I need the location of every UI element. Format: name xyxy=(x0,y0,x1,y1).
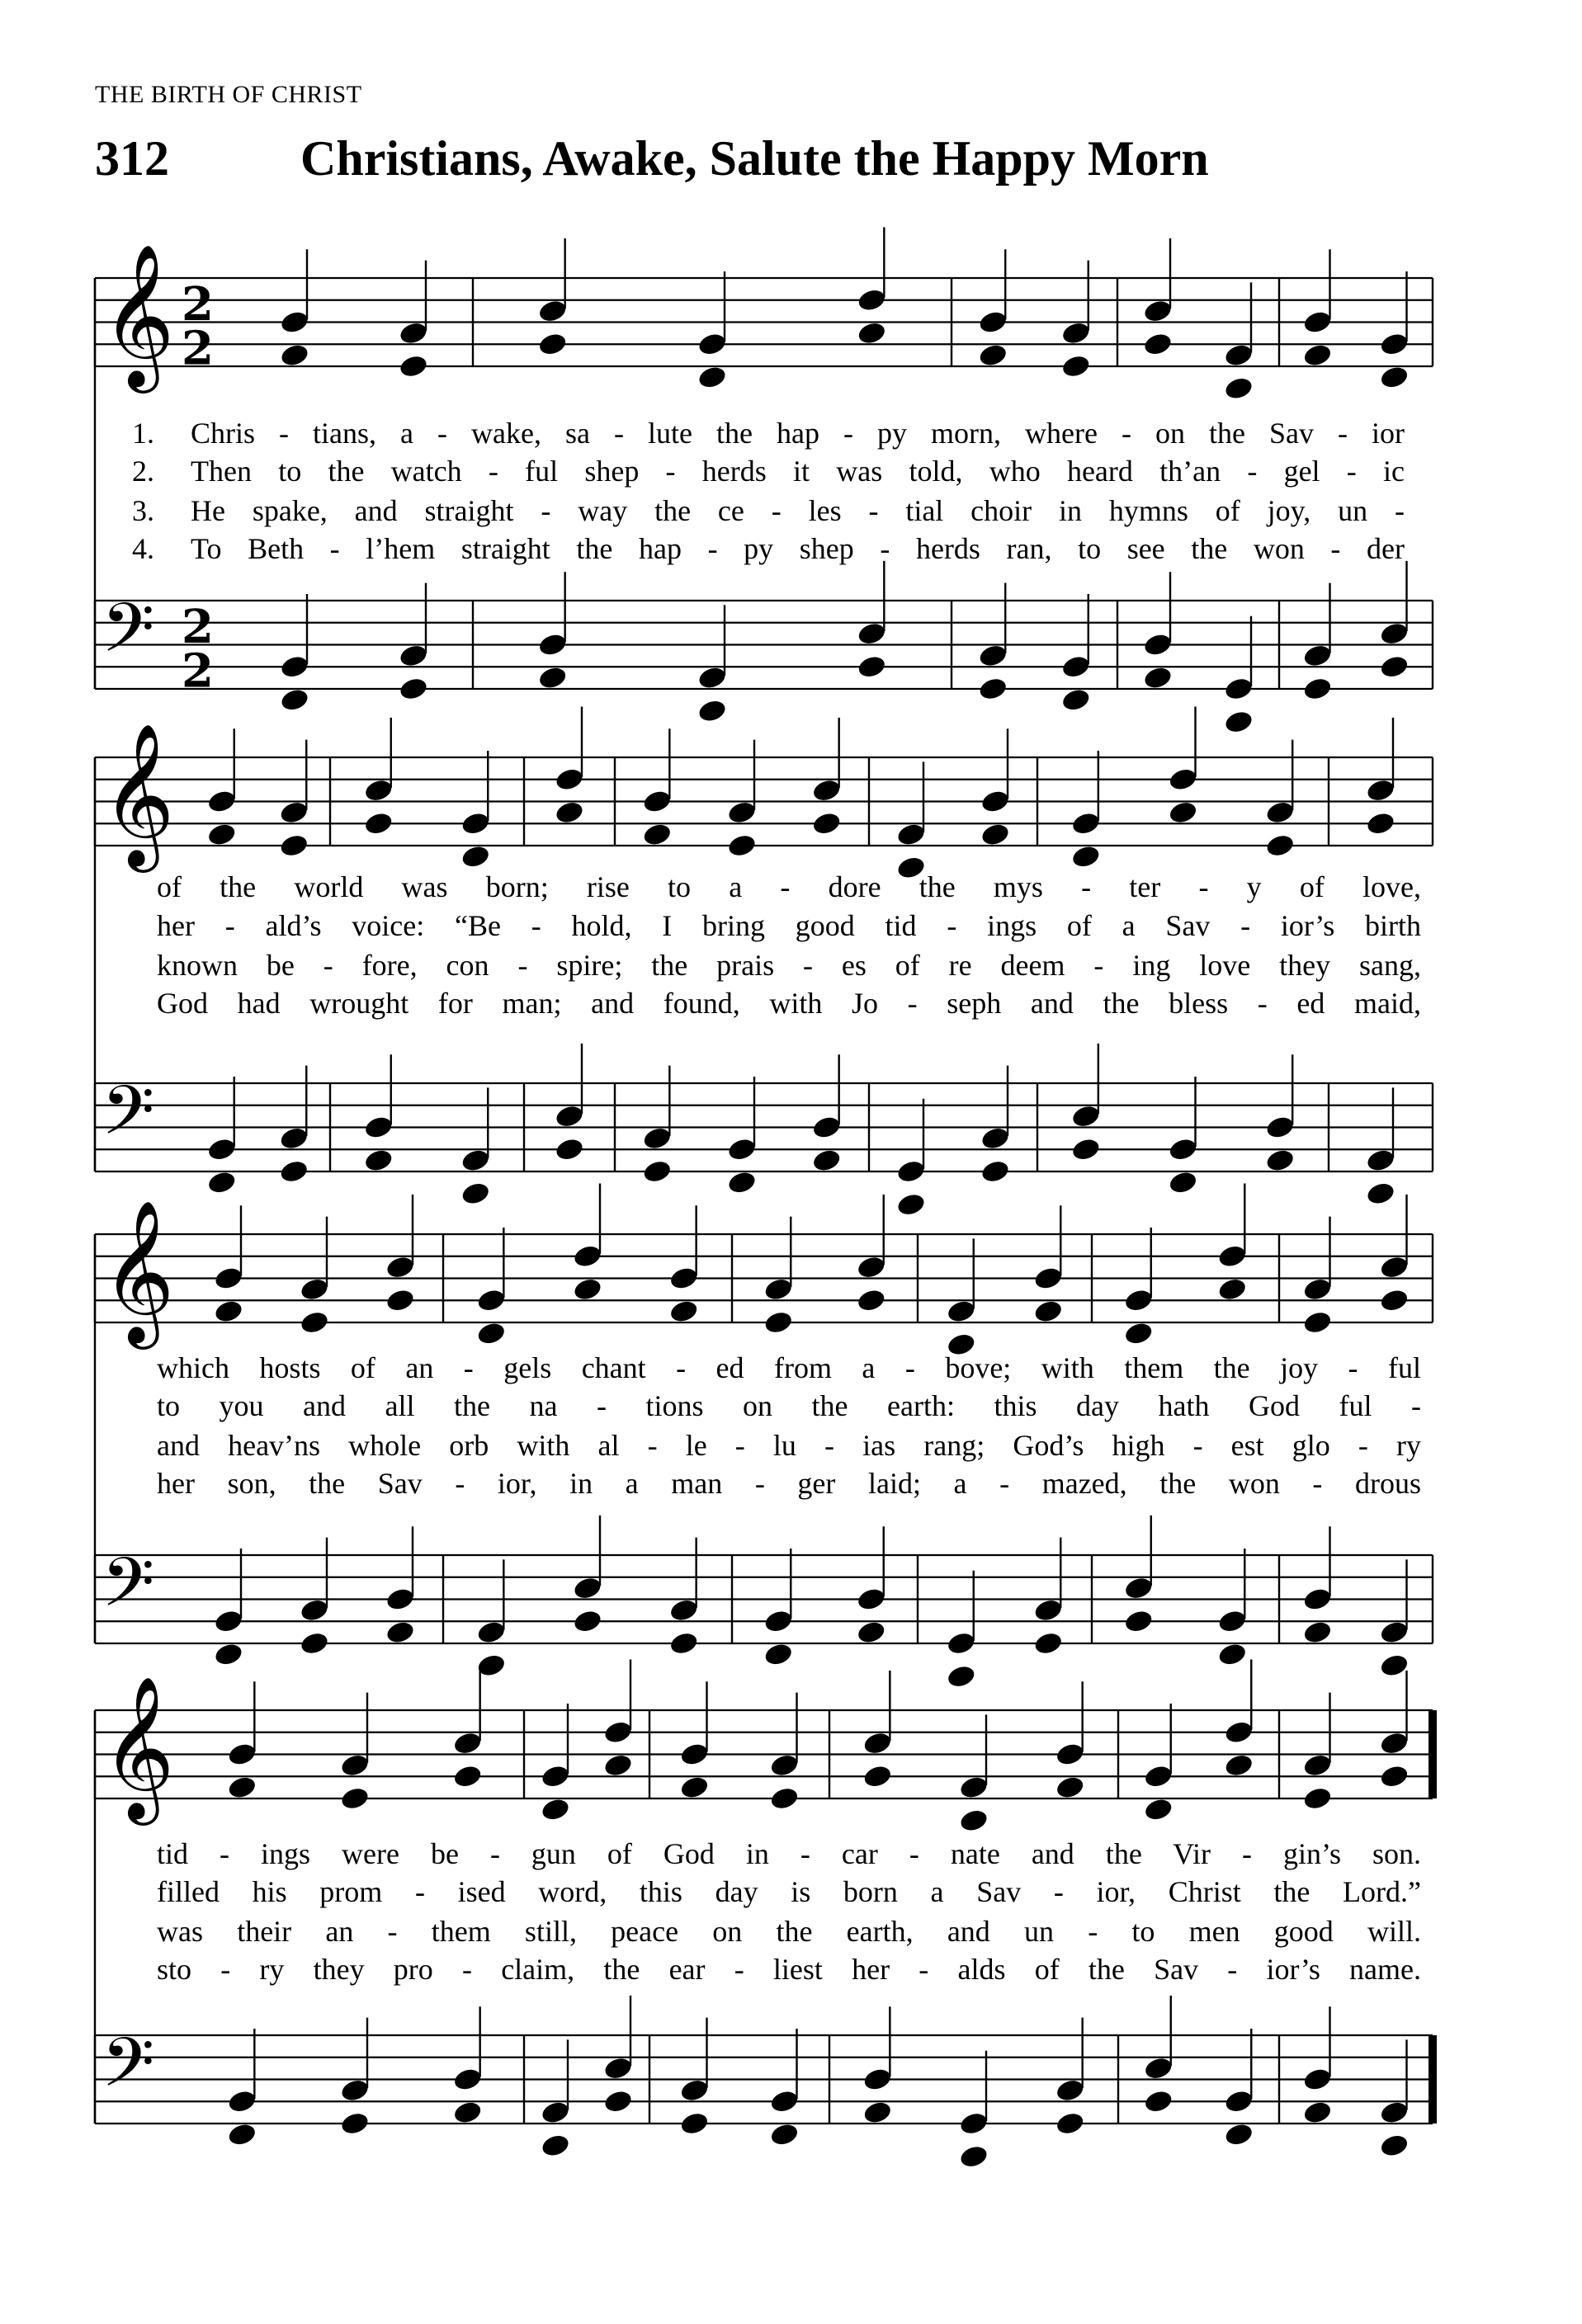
lyric-text: of the world was born; rise to a - dore the mys - ter - y of love, xyxy=(157,870,1421,903)
bass-clef-icon: 𝄢 xyxy=(102,1542,155,1639)
notehead xyxy=(385,1254,416,1280)
section-heading: THE BIRTH OF CHRIST xyxy=(95,81,362,108)
notehead xyxy=(1168,799,1199,826)
notehead xyxy=(1223,676,1254,702)
notehead xyxy=(206,1170,238,1196)
notehead xyxy=(1223,709,1254,735)
notehead xyxy=(856,1287,887,1313)
notehead xyxy=(769,1785,800,1812)
notehead xyxy=(862,2100,894,2126)
notehead xyxy=(227,2088,258,2114)
notehead xyxy=(811,777,843,804)
lyric-text: to you and all the na - tions on the earth: this day hath God ful - xyxy=(157,1389,1421,1422)
notehead xyxy=(279,309,310,336)
notehead xyxy=(1379,331,1410,357)
notehead xyxy=(1216,1243,1248,1270)
notehead xyxy=(299,1630,330,1657)
notehead xyxy=(1379,620,1410,647)
notehead xyxy=(299,1276,330,1303)
notehead xyxy=(1168,766,1199,793)
notehead xyxy=(980,789,1011,815)
notehead xyxy=(857,320,888,346)
notehead xyxy=(1302,1586,1334,1613)
notehead xyxy=(763,1309,794,1336)
treble-clef-icon: 𝄞 xyxy=(102,723,175,867)
notehead xyxy=(460,1181,491,1207)
notehead xyxy=(385,1586,416,1613)
notehead xyxy=(1302,309,1334,336)
lyric-text: her - ald’s voice: “Be - hold, I bring good tid - ings of a Sav - ior’s birth xyxy=(157,909,1421,942)
lyric-line xyxy=(157,1839,1421,1869)
notehead xyxy=(958,2110,989,2137)
lyric-text: tid - ings were be - gun of God in - car - nate and the Vir - gin’s son. xyxy=(157,1837,1421,1870)
notehead xyxy=(339,1752,371,1779)
notehead xyxy=(977,643,1008,669)
notehead xyxy=(726,832,758,859)
notehead xyxy=(452,2100,484,2126)
notehead xyxy=(679,2110,711,2137)
notehead xyxy=(1055,1775,1086,1801)
notehead xyxy=(679,1775,711,1801)
notehead xyxy=(1143,1763,1174,1789)
notehead xyxy=(1302,1752,1334,1779)
notehead xyxy=(1264,1148,1296,1174)
lyric-line xyxy=(191,418,1405,448)
notehead xyxy=(602,2088,634,2114)
notehead xyxy=(537,665,569,691)
notehead xyxy=(476,1619,508,1646)
notehead xyxy=(1142,331,1174,357)
notehead xyxy=(363,1148,394,1174)
treble-clef-icon: 𝄞 xyxy=(102,1200,175,1344)
notehead xyxy=(227,1775,258,1801)
notehead xyxy=(980,1158,1011,1185)
notehead xyxy=(1143,2088,1174,2114)
notehead xyxy=(1070,844,1102,870)
notehead xyxy=(697,698,728,724)
lyric-text: filled his prom - ised word, this day is born a Sav - ior, Christ the Lord.” xyxy=(157,1875,1421,1908)
hymn-title: Christians, Awake, Salute the Happy Morn xyxy=(300,131,1209,186)
notehead xyxy=(862,1763,894,1789)
lyric-text: To Beth - l’hem straight the hap - py shep - herds ran, to see the won - der xyxy=(191,532,1405,565)
notehead xyxy=(1379,1763,1410,1789)
notehead xyxy=(946,1299,977,1325)
notehead xyxy=(398,676,429,702)
lyric-line xyxy=(157,1954,1421,1984)
notehead xyxy=(726,799,758,826)
notehead xyxy=(1302,2067,1334,2093)
notehead xyxy=(1302,1785,1334,1812)
notehead xyxy=(602,2055,634,2081)
notehead xyxy=(398,643,429,669)
verse-number: 4. xyxy=(132,532,154,565)
notehead xyxy=(213,1266,244,1292)
notehead xyxy=(1264,832,1296,859)
notehead xyxy=(1216,1642,1248,1668)
notehead xyxy=(1379,365,1410,391)
notehead xyxy=(958,1808,989,1834)
notehead xyxy=(1142,298,1174,324)
notehead xyxy=(1070,810,1102,837)
notehead xyxy=(554,799,585,826)
notehead xyxy=(1365,810,1396,837)
notehead xyxy=(1223,1752,1254,1779)
notehead xyxy=(476,1287,508,1313)
notehead xyxy=(946,1630,977,1657)
lyric-text: and heav’ns whole orb with al - le - lu - ias rang; God’s high - est glo - ry xyxy=(157,1429,1421,1462)
notehead xyxy=(1379,2100,1410,2126)
notehead xyxy=(213,1642,244,1668)
notehead xyxy=(554,1136,585,1162)
lyric-text: her son, the Sav - ior, in a man - ger laid; a - mazed, the won - drous xyxy=(157,1467,1421,1500)
lyric-text: Chris - tians, a - wake, sa - lute the hap - py morn, where - on the Sav - ior xyxy=(191,417,1405,450)
notehead xyxy=(363,1115,394,1141)
notehead xyxy=(1379,653,1410,680)
notehead xyxy=(1123,1608,1155,1634)
notehead xyxy=(339,2110,371,2137)
notehead xyxy=(1264,799,1296,826)
time-signature-bottom: 2 xyxy=(182,321,214,376)
notehead xyxy=(763,1642,794,1668)
notehead xyxy=(452,1730,484,1756)
treble-clef-icon: 𝄞 xyxy=(102,243,175,388)
notehead xyxy=(1302,1276,1334,1303)
notehead xyxy=(460,1148,491,1174)
notehead xyxy=(278,832,309,859)
notehead xyxy=(452,2067,484,2093)
lyric-text: was their an - them still, peace on the earth, and un - to men good will. xyxy=(157,1915,1421,1948)
notehead xyxy=(1216,1276,1248,1303)
verse-number: 3. xyxy=(132,494,154,527)
notehead xyxy=(1379,1619,1410,1646)
notehead xyxy=(339,1785,371,1812)
notehead xyxy=(811,1148,843,1174)
notehead xyxy=(385,1619,416,1646)
notehead xyxy=(1379,1254,1410,1280)
notehead xyxy=(1223,342,1254,369)
notehead xyxy=(1365,1181,1396,1207)
notehead xyxy=(572,1575,603,1601)
lyric-line xyxy=(191,496,1405,526)
lyric-line xyxy=(157,1877,1421,1907)
notehead xyxy=(1060,653,1092,680)
notehead xyxy=(811,810,843,837)
notehead xyxy=(1264,1115,1296,1141)
notehead xyxy=(857,653,888,680)
notehead xyxy=(1143,2055,1174,2081)
notehead xyxy=(206,789,238,815)
notehead xyxy=(540,1763,571,1789)
notehead xyxy=(895,1191,927,1218)
notehead xyxy=(679,1742,711,1768)
notehead xyxy=(1216,1608,1248,1634)
lyric-text: He spake, and straight - way the ce - les - tial choir in hymns of joy, un - xyxy=(191,494,1405,527)
notehead xyxy=(895,822,927,848)
notehead xyxy=(726,1170,758,1196)
lyric-line xyxy=(157,1916,1421,1946)
lyric-line xyxy=(157,988,1421,1018)
treble-clef-icon: 𝄞 xyxy=(102,1676,175,1820)
notehead xyxy=(895,1158,927,1185)
notehead xyxy=(726,1136,758,1162)
notehead xyxy=(398,320,429,346)
lyric-text: which hosts of an - gels chant - ed from a - bove; with them the joy - ful xyxy=(157,1351,1421,1384)
notehead xyxy=(697,365,728,391)
notehead xyxy=(540,1797,571,1823)
notehead xyxy=(857,287,888,313)
notehead xyxy=(1142,632,1174,658)
lyric-text: known be - fore, con - spire; the prais - es of re deem - ing love they sang, xyxy=(157,949,1421,982)
notehead xyxy=(1223,1719,1254,1746)
notehead xyxy=(642,1158,673,1185)
lyric-text: sto - ry they pro - claim, the ear - liest her - alds of the Sav - ior’s name. xyxy=(157,1953,1421,1986)
notehead xyxy=(213,1608,244,1634)
notehead xyxy=(862,1730,894,1756)
notehead xyxy=(1060,687,1092,714)
notehead xyxy=(385,1287,416,1313)
notehead xyxy=(856,1586,887,1613)
notehead xyxy=(1143,1797,1174,1823)
lyric-line xyxy=(157,911,1421,940)
lyric-text: God had wrought for man; and found, with Jo - seph and the bless - ed maid, xyxy=(157,987,1421,1020)
notehead xyxy=(460,810,491,837)
notehead xyxy=(206,1136,238,1162)
lyric-line xyxy=(191,456,1405,486)
notehead xyxy=(299,1309,330,1336)
notehead xyxy=(227,2122,258,2148)
bass-clef-icon: 𝄢 xyxy=(102,587,155,685)
notehead xyxy=(1123,1287,1155,1313)
notehead xyxy=(958,2143,989,2170)
notehead xyxy=(476,1321,508,1347)
notehead xyxy=(1168,1136,1199,1162)
notehead xyxy=(278,799,309,826)
notehead xyxy=(642,822,673,848)
notehead xyxy=(668,1299,700,1325)
notehead xyxy=(946,1663,977,1690)
notehead xyxy=(1070,1103,1102,1129)
notehead xyxy=(537,298,569,324)
notehead xyxy=(862,2067,894,2093)
notehead xyxy=(602,1752,634,1779)
notehead xyxy=(1055,1742,1086,1768)
verse-number: 1. xyxy=(132,417,154,450)
notehead xyxy=(1060,353,1092,379)
verse-number: 2. xyxy=(132,455,154,488)
notehead xyxy=(980,1125,1011,1152)
time-signature-top: 2 xyxy=(182,276,214,332)
notehead xyxy=(769,2088,800,2114)
notehead xyxy=(1123,1575,1155,1601)
notehead xyxy=(602,1719,634,1746)
time-signature-bottom: 2 xyxy=(182,643,214,699)
notehead xyxy=(856,1254,887,1280)
notehead xyxy=(1032,1299,1064,1325)
notehead xyxy=(554,1103,585,1129)
notehead xyxy=(1055,2077,1086,2104)
notehead xyxy=(554,766,585,793)
notehead xyxy=(1302,1619,1334,1646)
notehead xyxy=(1302,643,1334,669)
notehead xyxy=(642,1125,673,1152)
notehead xyxy=(540,2100,571,2126)
notehead xyxy=(537,331,569,357)
notehead xyxy=(1223,2088,1254,2114)
time-signature-top: 2 xyxy=(182,599,214,654)
notehead xyxy=(697,665,728,691)
notehead xyxy=(227,1742,258,1768)
notehead xyxy=(668,1630,700,1657)
notehead xyxy=(1379,1730,1410,1756)
notehead xyxy=(1379,2133,1410,2159)
notehead xyxy=(1365,777,1396,804)
notehead xyxy=(1379,1652,1410,1679)
notehead xyxy=(1142,665,1174,691)
notehead xyxy=(1302,342,1334,369)
lyric-text: Then to the watch - ful shep - herds it was told, who heard th’an - gel - ic xyxy=(191,455,1405,488)
lyric-line xyxy=(157,950,1421,980)
notehead xyxy=(856,1619,887,1646)
notehead xyxy=(363,810,394,837)
notehead xyxy=(642,789,673,815)
notehead xyxy=(980,822,1011,848)
notehead xyxy=(1379,1287,1410,1313)
notehead xyxy=(1302,676,1334,702)
notehead xyxy=(679,2077,711,2104)
notehead xyxy=(1365,1148,1396,1174)
notehead xyxy=(811,1115,843,1141)
notehead xyxy=(763,1608,794,1634)
notehead xyxy=(213,1299,244,1325)
lyric-line xyxy=(157,1353,1421,1383)
notehead xyxy=(769,2122,800,2148)
lyric-line xyxy=(157,1431,1421,1460)
notehead xyxy=(763,1276,794,1303)
notehead xyxy=(537,632,569,658)
bass-clef-icon: 𝄢 xyxy=(102,2022,155,2119)
notehead xyxy=(1223,375,1254,402)
notehead xyxy=(668,1266,700,1292)
notehead xyxy=(1032,1630,1064,1657)
hymn-number: 312 xyxy=(95,131,169,186)
notehead xyxy=(572,1608,603,1634)
notehead xyxy=(206,822,238,848)
notehead xyxy=(279,687,310,714)
notehead xyxy=(1123,1321,1155,1347)
notehead xyxy=(977,309,1008,336)
notehead xyxy=(460,844,491,870)
notehead xyxy=(1223,2122,1254,2148)
notehead xyxy=(1032,1597,1064,1624)
notehead xyxy=(1055,2110,1086,2137)
notehead xyxy=(279,342,310,369)
notehead xyxy=(398,353,429,379)
lyric-line xyxy=(191,534,1405,563)
notehead xyxy=(1060,320,1092,346)
lyric-line xyxy=(157,1391,1421,1421)
notehead xyxy=(279,653,310,680)
notehead xyxy=(452,1763,484,1789)
notehead xyxy=(977,676,1008,702)
notehead xyxy=(1070,1136,1102,1162)
notehead xyxy=(339,2077,371,2104)
notehead xyxy=(1302,2100,1334,2126)
lyric-line xyxy=(157,872,1421,902)
lyric-line xyxy=(157,1468,1421,1498)
notehead xyxy=(363,777,394,804)
notehead xyxy=(572,1276,603,1303)
notehead xyxy=(697,331,728,357)
notehead xyxy=(278,1158,309,1185)
notehead xyxy=(572,1243,603,1270)
bass-clef-icon: 𝄢 xyxy=(102,1070,155,1167)
notehead xyxy=(958,1775,989,1801)
notehead xyxy=(540,2133,571,2159)
notehead xyxy=(1302,1309,1334,1336)
notehead xyxy=(1032,1266,1064,1292)
notehead xyxy=(769,1752,800,1779)
notehead xyxy=(668,1597,700,1624)
notehead xyxy=(857,620,888,647)
notehead xyxy=(278,1125,309,1152)
notehead xyxy=(299,1597,330,1624)
notehead xyxy=(977,342,1008,369)
notehead xyxy=(1168,1170,1199,1196)
